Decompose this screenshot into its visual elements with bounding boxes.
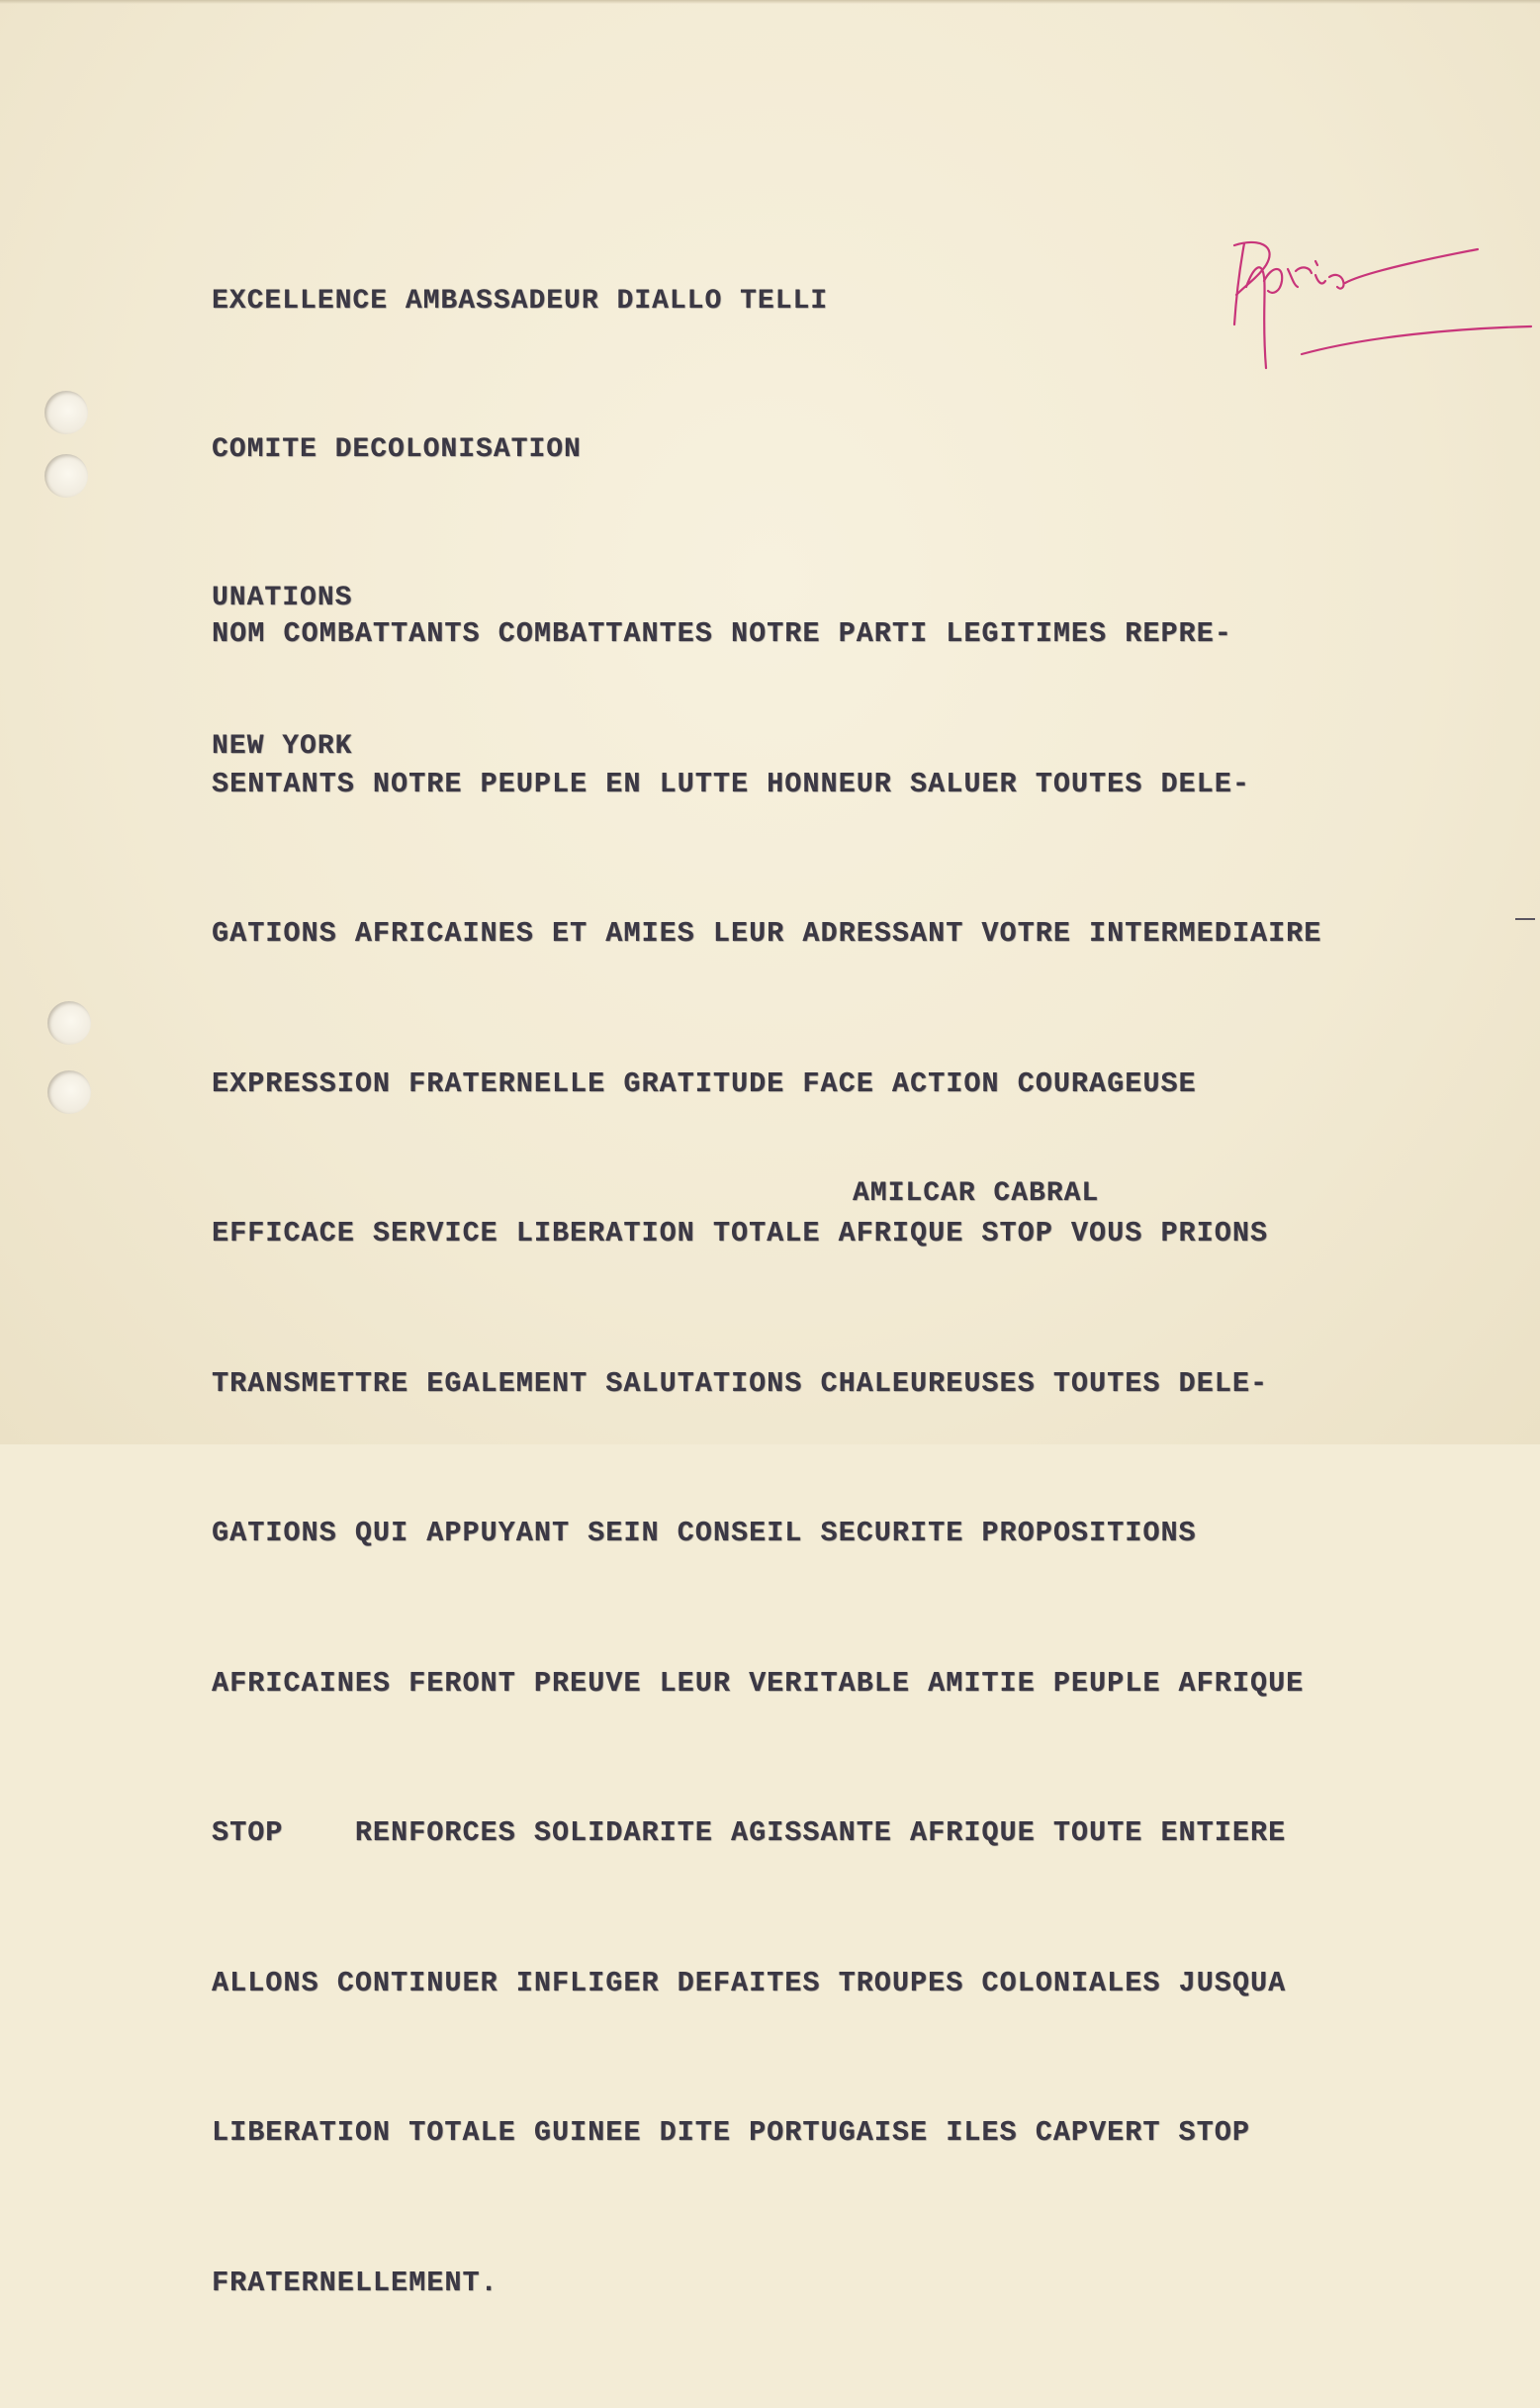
- body-line: LIBERATION TOTALE GUINEE DITE PORTUGAISE ILES CAPVERT STOP: [212, 2116, 1250, 2149]
- address-line: UNATIONS: [212, 583, 353, 613]
- top-edge-shadow: [0, 0, 1540, 4]
- margin-mark: [1515, 918, 1535, 920]
- message-body: [212, 509, 1321, 2408]
- body-line: EXPRESSION FRATERNELLE GRATITUDE FACE ACTION COURAGEUSE: [212, 1066, 1197, 1100]
- body-line: GATIONS AFRICAINES ET AMIES LEUR ADRESSANT VOTRE INTERMEDIAIRE: [212, 917, 1322, 950]
- body-line: GATIONS QUI APPUYANT SEIN CONSEIL SECURITE PROPOSITIONS: [212, 1517, 1197, 1549]
- body-line: TRANSMETTRE EGALEMENT SALUTATIONS CHALEUREUSES TOUTES DELE-: [212, 1366, 1269, 1400]
- body-line: ALLONS CONTINUER INFLIGER DEFAITES TROUPES COLONIALES JUSQUA: [212, 1966, 1287, 1999]
- address-line: EXCELLENCE AMBASSADEUR DIALLO TELLI: [212, 286, 829, 317]
- body-line: FRATERNELLEMENT.: [212, 2266, 498, 2299]
- punch-hole-1: [45, 391, 88, 434]
- signatory-name: AMILCAR CABRAL: [853, 1178, 1100, 1209]
- punch-hole-4: [47, 1070, 91, 1114]
- address-line: COMITE DECOLONISATION: [212, 434, 582, 465]
- body-line: SENTANTS NOTRE PEUPLE EN LUTTE HONNEUR SALUER TOUTES DELE-: [212, 767, 1250, 800]
- body-line: STOP RENFORCES SOLIDARITE AGISSANTE AFRIQUE TOUTE ENTIERE: [212, 1816, 1287, 1849]
- punch-hole-2: [45, 454, 88, 498]
- body-line: AFRICAINES FERONT PREUVE LEUR VERITABLE AMITIE PEUPLE AFRIQUE: [212, 1666, 1305, 1700]
- body-line: EFFICACE SERVICE LIBERATION TOTALE AFRIQUE STOP VOUS PRIONS: [212, 1217, 1269, 1250]
- address-line: NEW YORK: [212, 731, 353, 762]
- handwritten-initials: [1219, 226, 1535, 384]
- body-line: NOM COMBATTANTS COMBATTANTES NOTRE PARTI LEGITIMES REPRE-: [212, 617, 1232, 650]
- punch-hole-3: [47, 1001, 91, 1045]
